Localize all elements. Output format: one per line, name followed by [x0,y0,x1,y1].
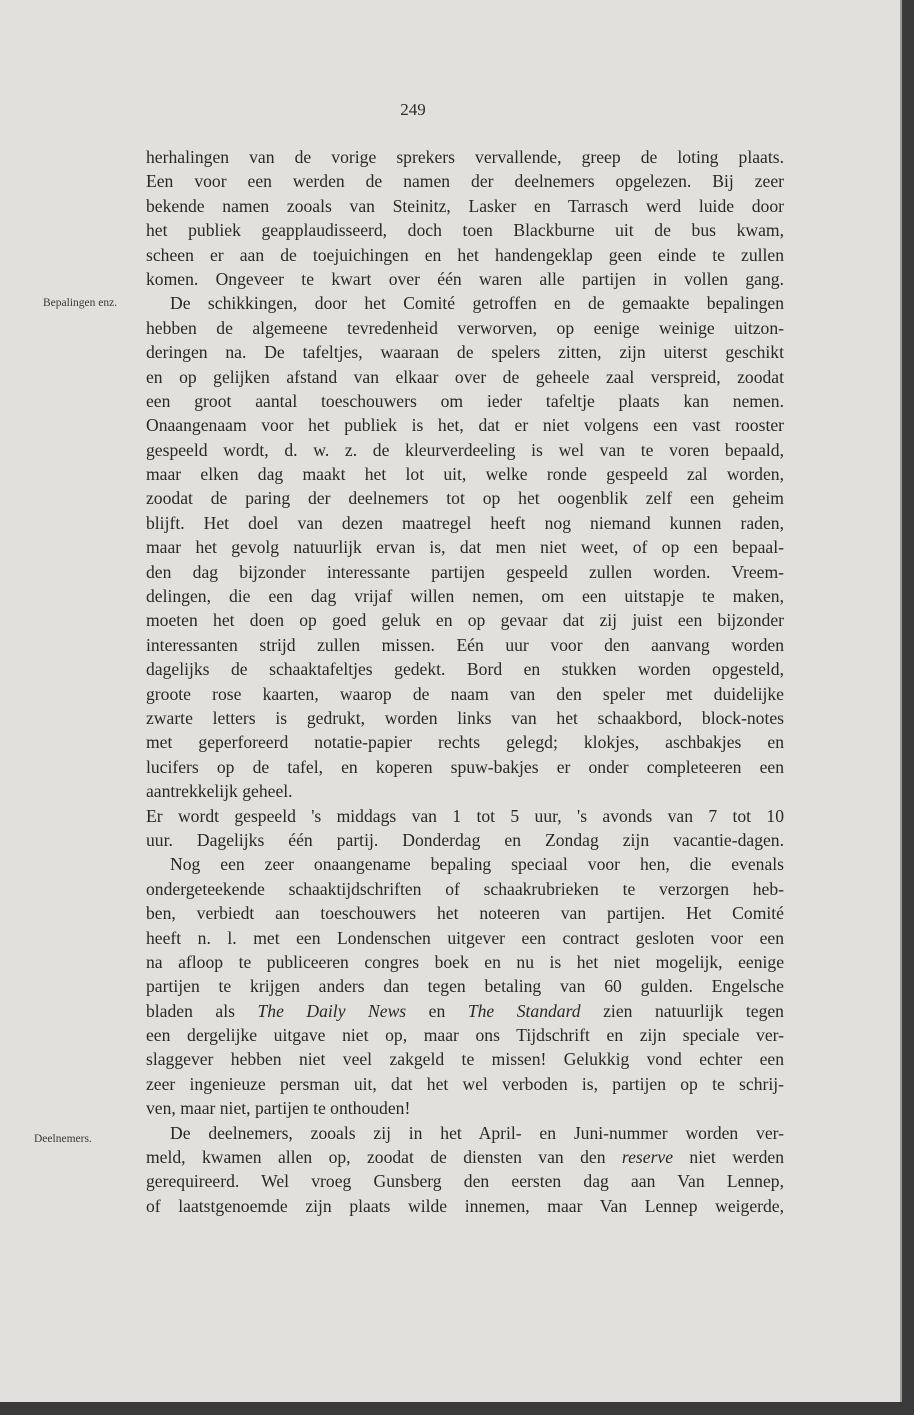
text-line: moeten het doen op goed geluk en op gevaar dat zij juist een bijzonder [146,610,784,631]
text-line: gerequireerd. Wel vroeg Gunsberg den eersten dag aan Van Lennep, [146,1171,784,1192]
text-line: een dergelijke uitgave niet op, maar ons Tijdschrift en zijn speciale ver- [146,1025,784,1046]
text-line: slaggever hebben niet veel zakgeld te missen! Gelukkig vond echter een [146,1049,784,1070]
text-line: zoodat de paring der deelnemers tot op het oogenblik zelf een geheim [146,488,784,509]
text-line: lucifers op de tafel, en koperen spuw-bakjes er onder completeeren een [146,756,784,777]
text-line: interessanten strijd zullen missen. Eén uur voor den aanvang worden [146,634,784,655]
text-line: Er wordt gespeeld 's middags van 1 tot 5 uur, 's avonds van 7 tot 10 [146,805,784,826]
text-line: Nog een zeer onaangename bepaling speciaal voor hen, die evenals [170,854,784,875]
text-line: na afloop te publiceeren congres boek en nu is het niet mogelijk, eenige [146,951,784,972]
text-line: Onaangenaam voor het publiek is het, dat er niet volgens een vast rooster [146,415,784,436]
text-line: komen. Ongeveer te kwart over één waren alle partijen in vollen gang. [146,268,784,289]
text-line: een groot aantal toeschouwers om ieder tafeltje plaats kan nemen. [146,390,784,411]
text-line: herhalingen van de vorige sprekers vervallende, greep de loting plaats. [146,147,784,167]
text-line: bekende namen zooals van Steinitz, Lasker en Tarrasch werd luide door [146,195,784,216]
text-line: partijen te krijgen anders dan tegen betaling van 60 gulden. Engelsche [146,976,784,997]
text-line: hebben de algemeene tevredenheid verworven, op eenige weinige uitzon- [146,317,784,338]
text-line: ven, maar niet, partijen te onthouden! [146,1098,411,1119]
text-line: blijft. Het doel van dezen maatregel heeft nog niemand kunnen raden, [146,512,784,533]
text-line: dagelijks de schaaktafeltjes gedekt. Bord en stukken worden opgesteld, [146,659,784,680]
text-line: deringen na. De tafeltjes, waaraan de spelers zitten, zijn uiterst geschikt [146,342,784,363]
text-line: scheen er aan de toejuichingen en het handengeklap geen einde te zullen [146,244,784,265]
text-line: De schikkingen, door het Comité getroffen en de gemaakte bepalingen [170,293,784,314]
margin-note-deelnemers: Deelnemers. [34,1133,92,1145]
text-line: het publiek geapplaudisseerd, doch toen Blackburne uit de bus kwam, [146,220,784,241]
text-line: gespeeld wordt, d. w. z. de kleurverdeeling is wel van te voren bepaald, [146,439,784,460]
text-line: groote rose kaarten, waarop de naam van den speler met duidelijke [146,683,784,704]
text-line: delingen, die een dag vrijaf willen nemen, om een uitstapje te maken, [146,586,784,607]
body-text [146,145,784,1218]
text-line: zwarte letters is gedrukt, worden links van het schaakbord, block-notes [146,707,784,728]
text-line: meld, kwamen allen op, zoodat de diensten van den reserve niet werden [146,1147,784,1168]
text-line: of laatstgenoemde zijn plaats wilde innemen, maar Van Lennep weigerde, [146,1195,784,1216]
text-line: ben, verbiedt aan toeschouwers het noteeren van partijen. Het Comité [146,903,784,924]
margin-note-bepalingen: Bepalingen enz. [43,297,118,309]
text-line: bladen als The Daily News en The Standard zien natuurlijk tegen [146,1000,784,1021]
text-line: heeft n. l. met een Londenschen uitgever een contract gesloten voor een [146,927,784,948]
text-line: maar het gevolg natuurlijk ervan is, dat men niet weet, of op een bepaal- [146,537,784,558]
text-line: zeer ingenieuze persman uit, dat het wel verboden is, partijen op te schrij- [146,1073,784,1094]
text-line: met geperforeerd notatie-papier rechts gelegd; klokjes, aschbakjes en [146,732,784,753]
page-number: 249 [400,100,426,119]
text-line: en op gelijken afstand van elkaar over de geheele zaal verspreid, zoodat [146,366,784,387]
text-line: aantrekkelijk geheel. [146,781,293,802]
text-line: Een voor een werden de namen der deelnemers opgelezen. Bij zeer [146,171,784,192]
text-line: ondergeteekende schaaktijdschriften of schaakrubrieken te verzorgen heb- [146,878,784,899]
text-line: uur. Dagelijks één partij. Donderdag en Zondag zijn vacantie-dagen. [146,829,784,850]
text-line: maar elken dag maakt het lot uit, welke ronde gespeeld zal worden, [146,464,784,485]
text-line: den dag bijzonder interessante partijen gespeeld zullen worden. Vreem- [146,561,784,582]
text-line: De deelnemers, zooals zij in het April- en Juni-nummer worden ver- [170,1122,784,1143]
